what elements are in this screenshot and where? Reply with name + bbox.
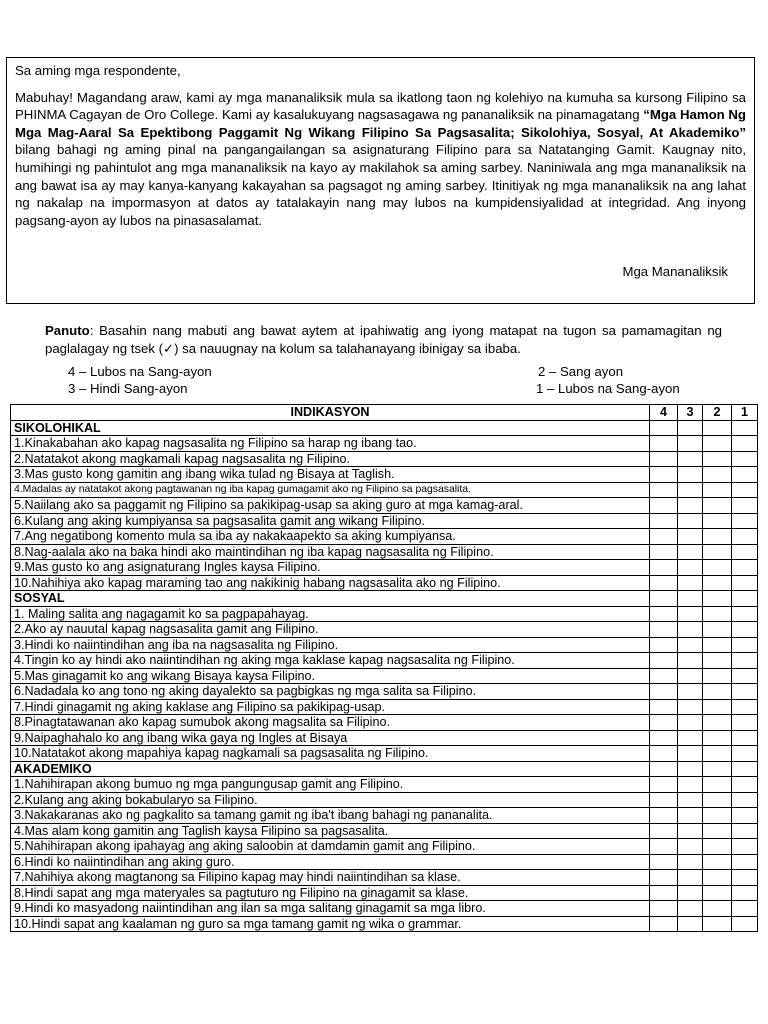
rating-cell-3[interactable] bbox=[678, 839, 703, 855]
rating-cell-2[interactable] bbox=[703, 854, 732, 870]
item-text: 10.Nahihiya ako kapag maraming tao ang nakikinig habang nagsasalita ako ng Filipino. bbox=[11, 575, 650, 591]
item-text: 8.Nag-aalala ako na baka hindi ako maintindihan ng iba kapag nagsasalita ng Filipino. bbox=[11, 544, 650, 560]
rating-cell-2[interactable] bbox=[703, 839, 732, 855]
rating-cell-3[interactable] bbox=[678, 885, 703, 901]
empty-cell bbox=[703, 591, 732, 607]
rating-cell-2[interactable] bbox=[703, 730, 732, 746]
item-text: 2.Natatakot akong magkamali kapag nagsasalita ng Filipino. bbox=[11, 451, 650, 467]
category-row bbox=[11, 761, 758, 777]
rating-cell-4[interactable] bbox=[650, 467, 678, 483]
rating-cell-1[interactable] bbox=[732, 823, 758, 839]
table-row bbox=[11, 653, 758, 669]
table-row bbox=[11, 436, 758, 452]
rating-cell-1[interactable] bbox=[732, 436, 758, 452]
consent-letter bbox=[6, 57, 755, 304]
table-row bbox=[11, 498, 758, 514]
rating-cell-2[interactable] bbox=[703, 544, 732, 560]
scale-2: 2 – Sang ayon bbox=[538, 364, 624, 379]
table-row bbox=[11, 916, 758, 932]
rating-cell-3[interactable] bbox=[678, 854, 703, 870]
rating-cell-2[interactable] bbox=[703, 637, 732, 653]
rating-cell-2[interactable] bbox=[703, 916, 732, 932]
rating-cell-4[interactable] bbox=[650, 451, 678, 467]
rating-cell-4[interactable] bbox=[650, 529, 678, 545]
rating-cell-1[interactable] bbox=[732, 575, 758, 591]
rating-cell-2[interactable] bbox=[703, 901, 732, 917]
rating-cell-3[interactable] bbox=[678, 498, 703, 514]
rating-cell-1[interactable] bbox=[732, 854, 758, 870]
rating-cell-2[interactable] bbox=[703, 606, 732, 622]
letter-body bbox=[15, 89, 746, 230]
rating-cell-4[interactable] bbox=[650, 637, 678, 653]
rating-cell-3[interactable] bbox=[678, 637, 703, 653]
rating-cell-1[interactable] bbox=[732, 482, 758, 498]
rating-cell-1[interactable] bbox=[732, 668, 758, 684]
rating-cell-4[interactable] bbox=[650, 777, 678, 793]
table-row bbox=[11, 746, 758, 762]
rating-cell-2[interactable] bbox=[703, 684, 732, 700]
empty-cell bbox=[732, 420, 758, 436]
table-row bbox=[11, 560, 758, 576]
rating-cell-1[interactable] bbox=[732, 606, 758, 622]
empty-cell bbox=[732, 591, 758, 607]
rating-cell-4[interactable] bbox=[650, 823, 678, 839]
rating-cell-3[interactable] bbox=[678, 715, 703, 731]
rating-cell-2[interactable] bbox=[703, 622, 732, 638]
rating-cell-3[interactable] bbox=[678, 684, 703, 700]
rating-cell-4[interactable] bbox=[650, 513, 678, 529]
rating-cell-3[interactable] bbox=[678, 746, 703, 762]
item-text: 1.Kinakabahan ako kapag nagsasalita ng Filipino sa harap ng ibang tao. bbox=[11, 436, 650, 452]
rating-cell-4[interactable] bbox=[650, 916, 678, 932]
item-text: 4.Mas alam kong gamitin ang Taglish kaysa Filipino sa pagsasalita. bbox=[11, 823, 650, 839]
rating-cell-1[interactable] bbox=[732, 715, 758, 731]
rating-cell-4[interactable] bbox=[650, 653, 678, 669]
header-indicator: INDIKASYON bbox=[11, 405, 650, 421]
rating-cell-1[interactable] bbox=[732, 653, 758, 669]
rating-cell-1[interactable] bbox=[732, 684, 758, 700]
rating-cell-4[interactable] bbox=[650, 792, 678, 808]
rating-cell-4[interactable] bbox=[650, 575, 678, 591]
table-row bbox=[11, 839, 758, 855]
item-text: 3.Hindi ko naiintindihan ang iba na nagsasalita ng Filipino. bbox=[11, 637, 650, 653]
survey-table bbox=[10, 404, 758, 932]
table-row bbox=[11, 668, 758, 684]
table-row bbox=[11, 715, 758, 731]
empty-cell bbox=[703, 420, 732, 436]
table-row bbox=[11, 482, 758, 498]
rating-cell-1[interactable] bbox=[732, 808, 758, 824]
rating-cell-4[interactable] bbox=[650, 870, 678, 886]
item-text: 1. Maling salita ang nagagamit ko sa pagpapahayag. bbox=[11, 606, 650, 622]
rating-cell-3[interactable] bbox=[678, 575, 703, 591]
rating-cell-2[interactable] bbox=[703, 513, 732, 529]
rating-cell-4[interactable] bbox=[650, 808, 678, 824]
empty-cell bbox=[650, 761, 678, 777]
rating-cell-3[interactable] bbox=[678, 653, 703, 669]
item-text: 5.Nahihirapan akong ipahayag ang aking saloobin at damdamin gamit ang Filipino. bbox=[11, 839, 650, 855]
instructions bbox=[45, 322, 722, 357]
item-text: 4.Tingin ko ay hindi ako naiintindihan ng aking mga kaklase kapag nagsasalita ng Filipino. bbox=[11, 653, 650, 669]
category-label: SIKOLOHIKAL bbox=[11, 420, 650, 436]
item-text: 7.Nahihiya akong magtanong sa Filipino kapag may hindi naiintindihan sa klase. bbox=[11, 870, 650, 886]
letter-signature: Mga Mananaliksik bbox=[622, 264, 728, 279]
rating-cell-4[interactable] bbox=[650, 730, 678, 746]
rating-cell-2[interactable] bbox=[703, 792, 732, 808]
item-text: 1.Nahihirapan akong bumuo ng mga pangungusap gamit ang Filipino. bbox=[11, 777, 650, 793]
rating-cell-3[interactable] bbox=[678, 544, 703, 560]
rating-cell-3[interactable] bbox=[678, 699, 703, 715]
table-row bbox=[11, 451, 758, 467]
empty-cell bbox=[650, 420, 678, 436]
table-row bbox=[11, 885, 758, 901]
item-text: 9.Mas gusto ko ang asignaturang Ingles kaysa Filipino. bbox=[11, 560, 650, 576]
rating-cell-3[interactable] bbox=[678, 467, 703, 483]
table-row bbox=[11, 622, 758, 638]
item-text: 3.Mas gusto kong gamitin ang ibang wika tulad ng Bisaya at Taglish. bbox=[11, 467, 650, 483]
rating-cell-3[interactable] bbox=[678, 436, 703, 452]
rating-cell-3[interactable] bbox=[678, 870, 703, 886]
table-row bbox=[11, 544, 758, 560]
table-row bbox=[11, 575, 758, 591]
rating-cell-4[interactable] bbox=[650, 622, 678, 638]
table-row bbox=[11, 792, 758, 808]
rating-cell-2[interactable] bbox=[703, 699, 732, 715]
table-row bbox=[11, 467, 758, 483]
rating-cell-3[interactable] bbox=[678, 901, 703, 917]
item-text: 8.Hindi sapat ang mga materyales sa pagtuturo ng Filipino na ginagamit sa klase. bbox=[11, 885, 650, 901]
rating-cell-1[interactable] bbox=[732, 839, 758, 855]
table-row bbox=[11, 777, 758, 793]
rating-cell-3[interactable] bbox=[678, 668, 703, 684]
item-text: 2.Ako ay nauutal kapag nagsasalita gamit ang Filipino. bbox=[11, 622, 650, 638]
empty-cell bbox=[678, 591, 703, 607]
item-text: 3.Nakakaranas ako ng pagkalito sa tamang gamit ng iba't ibang bahagi ng pananalita. bbox=[11, 808, 650, 824]
rating-cell-2[interactable] bbox=[703, 436, 732, 452]
item-text: 7.Ang negatibong komento mula sa iba ay nakakaapekto sa aking kumpiyansa. bbox=[11, 529, 650, 545]
item-text: 2.Kulang ang aking bokabularyo sa Filipino. bbox=[11, 792, 650, 808]
rating-cell-2[interactable] bbox=[703, 529, 732, 545]
item-text: 4.Madalas ay natatakot akong pagtawanan ng iba kapag gumagamit ako ng Filipino sa pagsasalita. bbox=[11, 482, 650, 498]
rating-cell-1[interactable] bbox=[732, 777, 758, 793]
header-3: 3 bbox=[678, 405, 703, 421]
rating-cell-2[interactable] bbox=[703, 451, 732, 467]
rating-cell-3[interactable] bbox=[678, 560, 703, 576]
scale-3: 3 – Hindi Sang-ayon bbox=[68, 381, 188, 396]
rating-cell-2[interactable] bbox=[703, 467, 732, 483]
empty-cell bbox=[732, 761, 758, 777]
rating-cell-4[interactable] bbox=[650, 606, 678, 622]
table-row bbox=[11, 730, 758, 746]
instructions-label: Panuto bbox=[45, 323, 90, 338]
rating-cell-1[interactable] bbox=[732, 746, 758, 762]
table-header-row bbox=[11, 405, 758, 421]
scale-4: 4 – Lubos na Sang-ayon bbox=[68, 364, 212, 379]
rating-cell-2[interactable] bbox=[703, 808, 732, 824]
rating-cell-2[interactable] bbox=[703, 715, 732, 731]
category-row bbox=[11, 420, 758, 436]
research-title: “Mga Hamon Ng Mga Mag-Aaral Sa Epektibong Paggamit Ng Wikang Filipino Sa Pagsasalita; Sikolohiya, Sosyal, At Akademiko” bbox=[15, 107, 746, 140]
rating-cell-1[interactable] bbox=[732, 529, 758, 545]
table-row bbox=[11, 808, 758, 824]
item-text: 10.Natatakot akong mapahiya kapag nagkamali sa pagsasalita ng Filipino. bbox=[11, 746, 650, 762]
item-text: 8.Pinagtatawanan ako kapag sumubok akong magsalita sa Filipino. bbox=[11, 715, 650, 731]
item-text: 6.Hindi ko naiintindihan ang aking guro. bbox=[11, 854, 650, 870]
rating-cell-4[interactable] bbox=[650, 901, 678, 917]
rating-cell-1[interactable] bbox=[732, 699, 758, 715]
rating-cell-4[interactable] bbox=[650, 854, 678, 870]
rating-cell-4[interactable] bbox=[650, 684, 678, 700]
rating-cell-2[interactable] bbox=[703, 482, 732, 498]
rating-cell-2[interactable] bbox=[703, 575, 732, 591]
item-text: 9.Naipaghahalo ko ang ibang wika gaya ng Ingles at Bisaya bbox=[11, 730, 650, 746]
letter-body-intro: Mabuhay! Magandang araw, kami ay mga mananaliksik mula sa ikatlong taon ng kolehiyo na kumuha sa kursong Filipino sa PHINMA Cagayan de Oro College. Kami ay kasalukuyang nagsasagawa ng pananaliksik na pinamagatang bbox=[15, 89, 746, 123]
rating-cell-1[interactable] bbox=[732, 451, 758, 467]
scale-1: 1 – Lubos na Sang-ayon bbox=[536, 381, 680, 396]
rating-cell-3[interactable] bbox=[678, 451, 703, 467]
rating-cell-1[interactable] bbox=[732, 730, 758, 746]
rating-cell-4[interactable] bbox=[650, 746, 678, 762]
rating-cell-1[interactable] bbox=[732, 916, 758, 932]
rating-cell-2[interactable] bbox=[703, 885, 732, 901]
letter-greeting: Sa aming mga respondente, bbox=[15, 63, 181, 78]
rating-cell-4[interactable] bbox=[650, 839, 678, 855]
rating-cell-3[interactable] bbox=[678, 606, 703, 622]
rating-cell-3[interactable] bbox=[678, 529, 703, 545]
table-row bbox=[11, 870, 758, 886]
rating-cell-3[interactable] bbox=[678, 792, 703, 808]
table-row bbox=[11, 684, 758, 700]
rating-cell-1[interactable] bbox=[732, 467, 758, 483]
rating-cell-1[interactable] bbox=[732, 544, 758, 560]
item-text: 6.Nadadala ko ang tono ng aking dayalekto sa pagbigkas ng mga salita sa Filipino. bbox=[11, 684, 650, 700]
rating-cell-4[interactable] bbox=[650, 544, 678, 560]
rating-cell-3[interactable] bbox=[678, 513, 703, 529]
empty-cell bbox=[678, 761, 703, 777]
empty-cell bbox=[678, 420, 703, 436]
rating-cell-2[interactable] bbox=[703, 498, 732, 514]
category-label: AKADEMIKO bbox=[11, 761, 650, 777]
item-text: 9.Hindi ko masyadong naiintindihan ang ilan sa mga salitang ginagamit sa mga libro. bbox=[11, 901, 650, 917]
rating-cell-2[interactable] bbox=[703, 777, 732, 793]
header-4: 4 bbox=[650, 405, 678, 421]
table-row bbox=[11, 854, 758, 870]
rating-cell-2[interactable] bbox=[703, 560, 732, 576]
empty-cell bbox=[703, 761, 732, 777]
category-row bbox=[11, 591, 758, 607]
table-row bbox=[11, 823, 758, 839]
instructions-text: : Basahin nang mabuti ang bawat aytem at ipahiwatig ang iyong matapat na tugon sa pamamagitan ng paglalagay ng tsek (✓) sa nauugnay na kolum sa talahanayang ibinigay sa ibaba. bbox=[45, 323, 722, 356]
letter-body-rest: bilang bahagi ng aming pinal na pangangailangan sa asignaturang Filipino para sa Natatanging Gamit. Kaugnay nito, humihingi ng pahintulot ang mga mananaliksik na kayo ay makilahok sa aming sarbey. Naniniwala ang mga mananaliksik na ang bawat isa ay may kanya-kanyang kakayahan sa pagsagot ng aming sarbey. Itinitiyak ng mga mananaliksik na ang lahat ng nakalap na impormasyon at datos ay tatalakayin nang may lubos na kumpidensiyalidad at integridad. Ang inyong pagsang-ayon ay lubos na pinasasalamat. bbox=[15, 142, 746, 228]
table-row bbox=[11, 529, 758, 545]
rating-cell-3[interactable] bbox=[678, 730, 703, 746]
rating-cell-4[interactable] bbox=[650, 668, 678, 684]
table-row bbox=[11, 513, 758, 529]
rating-cell-2[interactable] bbox=[703, 668, 732, 684]
rating-cell-1[interactable] bbox=[732, 513, 758, 529]
item-text: 5.Naiilang ako sa paggamit ng Filipino sa pakikipag-usap sa aking guro at mga kamag-aral. bbox=[11, 498, 650, 514]
rating-cell-3[interactable] bbox=[678, 916, 703, 932]
rating-cell-3[interactable] bbox=[678, 823, 703, 839]
rating-cell-2[interactable] bbox=[703, 870, 732, 886]
rating-cell-2[interactable] bbox=[703, 653, 732, 669]
rating-cell-1[interactable] bbox=[732, 560, 758, 576]
rating-cell-4[interactable] bbox=[650, 715, 678, 731]
item-text: 10.Hindi sapat ang kaalaman ng guro sa mga tamang gamit ng wika o grammar. bbox=[11, 916, 650, 932]
item-text: 7.Hindi ginagamit ng aking kaklase ang Filipino sa pakikipag-usap. bbox=[11, 699, 650, 715]
rating-cell-4[interactable] bbox=[650, 498, 678, 514]
rating-cell-1[interactable] bbox=[732, 637, 758, 653]
rating-cell-3[interactable] bbox=[678, 622, 703, 638]
rating-cell-1[interactable] bbox=[732, 792, 758, 808]
category-label: SOSYAL bbox=[11, 591, 650, 607]
header-2: 2 bbox=[703, 405, 732, 421]
rating-cell-4[interactable] bbox=[650, 699, 678, 715]
rating-cell-4[interactable] bbox=[650, 885, 678, 901]
table-row bbox=[11, 606, 758, 622]
table-row bbox=[11, 637, 758, 653]
rating-cell-1[interactable] bbox=[732, 885, 758, 901]
rating-cell-2[interactable] bbox=[703, 746, 732, 762]
rating-cell-4[interactable] bbox=[650, 560, 678, 576]
rating-cell-1[interactable] bbox=[732, 901, 758, 917]
rating-cell-1[interactable] bbox=[732, 622, 758, 638]
rating-cell-1[interactable] bbox=[732, 870, 758, 886]
rating-cell-2[interactable] bbox=[703, 823, 732, 839]
header-1: 1 bbox=[732, 405, 758, 421]
rating-cell-1[interactable] bbox=[732, 498, 758, 514]
empty-cell bbox=[650, 591, 678, 607]
table-row bbox=[11, 901, 758, 917]
rating-cell-4[interactable] bbox=[650, 436, 678, 452]
item-text: 5.Mas ginagamit ko ang wikang Bisaya kaysa Filipino. bbox=[11, 668, 650, 684]
rating-cell-4[interactable] bbox=[650, 482, 678, 498]
rating-cell-3[interactable] bbox=[678, 808, 703, 824]
rating-cell-3[interactable] bbox=[678, 777, 703, 793]
table-row bbox=[11, 699, 758, 715]
item-text: 6.Kulang ang aking kumpiyansa sa pagsasalita gamit ang wikang Filipino. bbox=[11, 513, 650, 529]
rating-cell-3[interactable] bbox=[678, 482, 703, 498]
